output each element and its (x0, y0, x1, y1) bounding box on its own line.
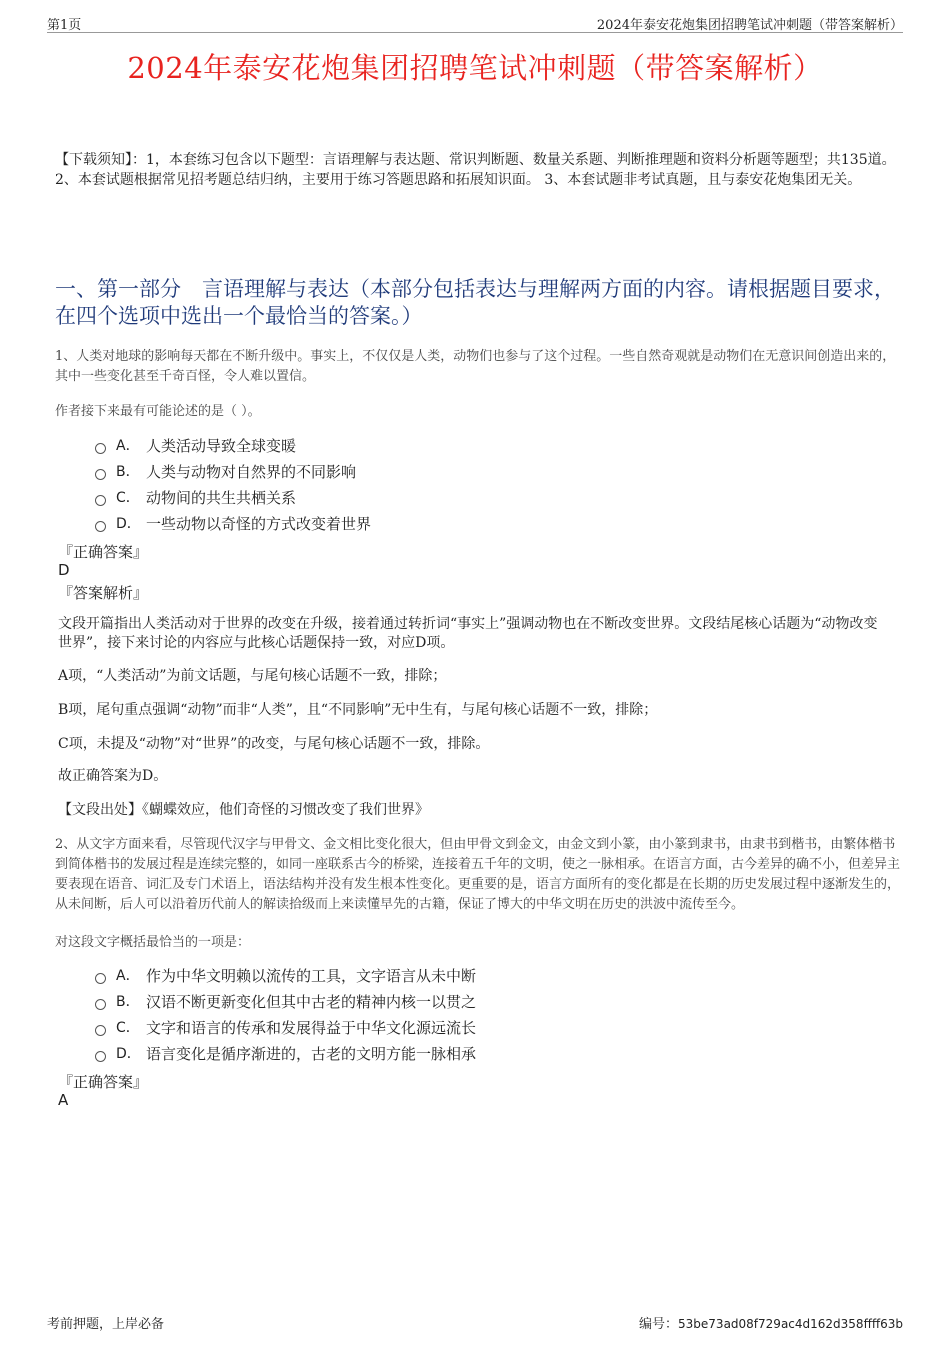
question-2-option-b[interactable]: B． 汉语不断更新变化但其中古老的精神内核一以贯之 (95, 988, 476, 1014)
question-2-text: 2、从文字方面来看，尽管现代汉字与甲骨文、金文相比变化很大，但由甲骨文到金文，由金文到小篆，由小篆到隶书，由隶书到楷书，由繁体楷书到简体楷书的发展过程是连续完整的，如同一座联系古今的桥梁，连接着五千年的文明，使之一脉相承。在语言方面，古今差异的确不小，但差异主要表现在语音、词汇及专门术语上，语法结构并没有发生根本性变化。更重要的是，语言方面所有的变化都是在长期的历史发展过程中逐渐发生的，从未间断，后人可以沿着历代前人的解读拾级而上来读懂早先的古籍，保证了博大的中华文明在历史的洪波中流传至今。 (55, 837, 901, 912)
question-1-text: 1、人类对地球的影响每天都在不断升级中。事实上，不仅仅是人类，动物们也参与了这个过程。一些自然奇观就是动物们在无意识间创造出来的，其中一些变化甚至千奇百怪，令人难以置信。 (55, 349, 896, 384)
header-doc-title: 2024年泰安花炮集团招聘笔试冲刺题（带答案解析） (596, 18, 903, 33)
document-title: 2024年泰安花炮集团招聘笔试冲刺题（带答案解析） (127, 51, 823, 85)
radio-icon[interactable] (95, 1025, 106, 1036)
question-1-option-b[interactable]: B． 人类与动物对自然界的不同影响 (95, 458, 371, 484)
question-2-prompt: 对这段文字概括最恰当的一项是： (55, 935, 251, 950)
question-1-option-d[interactable]: D． 一些动物以奇怪的方式改变着世界 (95, 510, 371, 536)
question-1-analysis-main: 文段开篇指出人类活动对于世界的改变在升级，接着通过转折词“事实上”强调动物也在不断改变世界。文段结尾核心话题为“动物改变世界”，接下来讨论的内容应与此核心话题保持一致，对应D项。 (58, 616, 878, 651)
radio-icon[interactable] (95, 1051, 106, 1062)
question-1-option-c[interactable]: C． 动物间的共生共栖关系 (95, 484, 371, 510)
radio-icon[interactable] (95, 495, 106, 506)
footer-serial-code: 53be73ad08f729ac4d162d358ffff63b (678, 1317, 903, 1331)
question-2-answer-label: 『正确答案』 (58, 1073, 149, 1091)
page-footer (47, 1313, 903, 1331)
question-2-option-d[interactable]: D． 语言变化是循序渐进的，古老的文明方能一脉相承 (95, 1040, 476, 1066)
footer-slogan: 考前押题，上岸必备 (47, 1317, 165, 1332)
question-1-option-a[interactable]: A． 人类活动导致全球变暖 (95, 432, 371, 458)
question-2-answer: A (58, 1091, 69, 1109)
question-1-source: 【文段出处】《蝴蝶效应，他们奇怪的习惯改变了我们世界》 (58, 802, 429, 818)
question-1-answer-label: 『正确答案』 (58, 543, 149, 561)
radio-icon[interactable] (95, 521, 106, 532)
section-heading: 一、第一部分 言语理解与表达（本部分包括表达与理解两方面的内容。请根据题目要求，在四个选项中选出一个最恰当的答案。） (55, 277, 895, 328)
footer-serial (639, 1313, 903, 1332)
question-2-option-c[interactable]: C． 文字和语言的传承和发展得益于中华文化源远流长 (95, 1014, 476, 1040)
radio-icon[interactable] (95, 443, 106, 454)
radio-icon[interactable] (95, 973, 106, 984)
question-1-options (95, 432, 371, 536)
question-1-analysis-conclusion: 故正确答案为D。 (58, 768, 168, 784)
radio-icon[interactable] (95, 999, 106, 1010)
footer-serial-label: 编号： (639, 1317, 679, 1332)
question-1-analysis-b: B项，尾句重点强调“动物”而非“人类”，且“不同影响”无中生有，与尾句核心话题不一致，排除； (58, 702, 658, 718)
question-1-analysis-c: C项，未提及“动物”对“世界”的改变，与尾句核心话题不一致，排除。 (58, 736, 490, 752)
question-1-prompt: 作者接下来最有可能论述的是（ ）。 (55, 404, 261, 419)
radio-icon[interactable] (95, 469, 106, 480)
question-2-options (95, 962, 476, 1066)
question-2-option-a[interactable]: A． 作为中华文明赖以流传的工具，文字语言从未中断 (95, 962, 476, 988)
download-notice: 【下载须知】：1，本套练习包含以下题型：言语理解与表达题、常识判断题、数量关系题、判断推理题和资料分析题等题型；共135道。 2、本套试题根据常见招考题总结归纳，主要用于练习答题思路和拓展知识面。 3、本套试题非考试真题，且与泰安花炮集团无关。 (55, 152, 896, 188)
page-header (47, 14, 903, 33)
question-1-analysis-a: A项，“人类活动”为前文话题，与尾句核心话题不一致，排除； (58, 668, 447, 684)
question-1-analysis-label: 『答案解析』 (58, 584, 149, 602)
question-1-answer: D (58, 561, 70, 579)
page-number: 第1页 (47, 18, 82, 33)
